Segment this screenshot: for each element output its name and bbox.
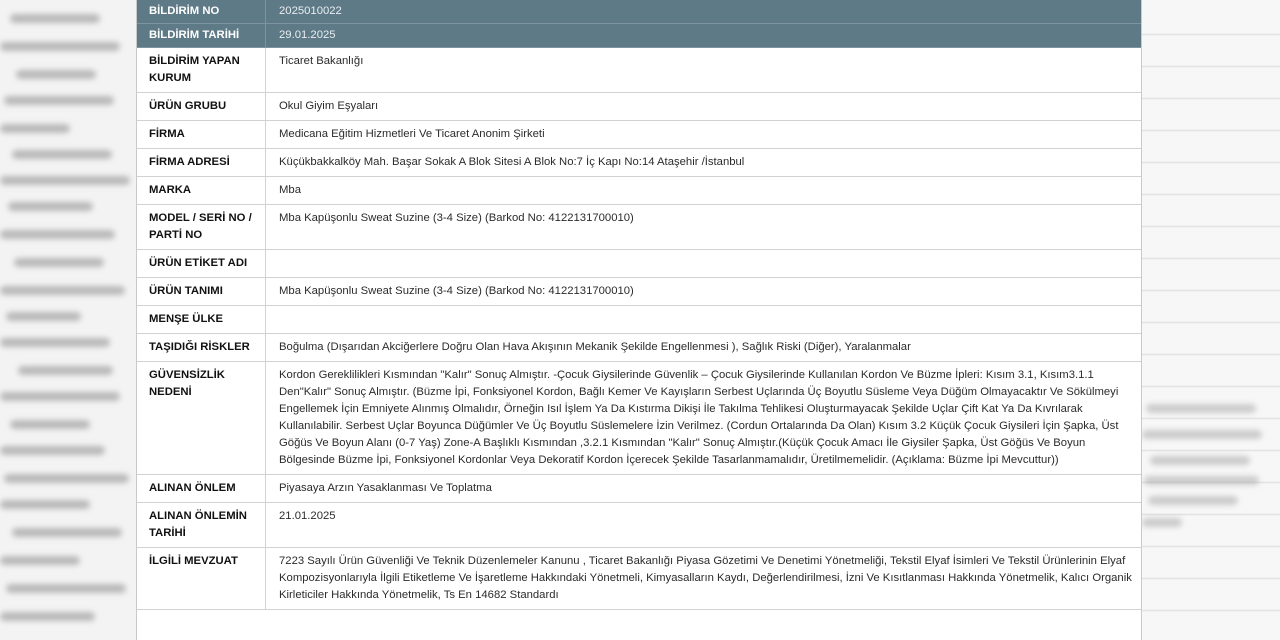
row-label: BİLDİRİM NO (137, 0, 266, 24)
blurred-text-line (1150, 456, 1250, 465)
blurred-divider (1142, 418, 1280, 419)
blurred-text-line (0, 124, 70, 133)
row-value (266, 250, 1143, 278)
blurred-divider (1142, 290, 1280, 291)
row-label: ÜRÜN ETİKET ADI (137, 250, 266, 278)
blurred-divider (1142, 610, 1280, 611)
blurred-text-line (1142, 430, 1262, 439)
row-value: Mba Kapüşonlu Sweat Suzine (3-4 Size) (Barkod No: 4122131700010) (266, 205, 1143, 250)
row-marka (137, 177, 1142, 205)
row-mense-ulke (137, 306, 1142, 334)
blurred-text-line (16, 70, 96, 79)
blurred-divider (1142, 194, 1280, 195)
row-bildirim-tarihi (137, 24, 1142, 48)
row-urun-tanimi (137, 278, 1142, 306)
blurred-panel (1142, 0, 1280, 640)
blurred-text-line (18, 366, 113, 375)
blurred-text-line (12, 150, 112, 159)
blurred-text-line (14, 258, 104, 267)
row-value: Boğulma (Dışarıdan Akciğerlere Doğru Olan Hava Akışının Mekanik Şekilde Engellenmesi ), Sağlık Riski (Diğer), Yaralanmalar (266, 334, 1143, 362)
blurred-divider (1142, 578, 1280, 579)
blurred-text-line (12, 528, 122, 537)
blurred-text-line (0, 176, 130, 185)
blurred-text-line (6, 584, 126, 593)
row-value (266, 306, 1143, 334)
blurred-text-line (1148, 496, 1238, 505)
row-value: Mba (266, 177, 1143, 205)
blurred-text-line (0, 612, 95, 621)
row-ilgili-mevzuat (137, 548, 1142, 610)
row-bildirim-yapan-kurum (137, 48, 1142, 93)
row-bildirim-no (137, 0, 1142, 24)
blurred-background-right (1142, 0, 1280, 640)
row-value: Ticaret Bakanlığı (266, 48, 1143, 93)
row-label: BİLDİRİM TARİHİ (137, 24, 266, 48)
row-alinan-onlemin-tarihi (137, 503, 1142, 548)
blurred-divider (1142, 450, 1280, 451)
blurred-text-line (4, 96, 114, 105)
blurred-text-line (0, 500, 90, 509)
row-model-seri-parti-no (137, 205, 1142, 250)
row-label: TAŞIDIĞI RİSKLER (137, 334, 266, 362)
blurred-divider (1142, 162, 1280, 163)
blurred-divider (1142, 386, 1280, 387)
row-guvensizlik-nedeni (137, 362, 1142, 475)
blurred-text-line (0, 556, 80, 565)
blurred-divider (1142, 130, 1280, 131)
row-value: Okul Giyim Eşyaları (266, 93, 1143, 121)
blurred-text-line (1144, 476, 1259, 485)
row-label: MENŞE ÜLKE (137, 306, 266, 334)
row-label: ÜRÜN GRUBU (137, 93, 266, 121)
blurred-text-line (0, 42, 120, 51)
blurred-text-line (0, 286, 125, 295)
row-urun-grubu (137, 93, 1142, 121)
row-urun-etiket-adi (137, 250, 1142, 278)
report-table (137, 0, 1142, 610)
blurred-divider (1142, 34, 1280, 35)
row-label: BİLDİRİM YAPAN KURUM (137, 48, 266, 93)
blurred-divider (1142, 258, 1280, 259)
row-firma-adresi (137, 149, 1142, 177)
blurred-divider (1142, 546, 1280, 547)
row-value: Küçükbakkalköy Mah. Başar Sokak A Blok Sitesi A Blok No:7 İç Kapı No:14 Ataşehir /İstanbul (266, 149, 1143, 177)
blurred-divider (1142, 98, 1280, 99)
row-value: 7223 Sayılı Ürün Güvenliği Ve Teknik Düzenlemeler Kanunu , Ticaret Bakanlığı Piyasa Gözetimi Ve Denetimi Yönetmeliği, Tekstil Elyaf İsimleri Ve Tekstil Ürünlerinin Elyaf Kompozisyonlarıyla İlgili Etiketleme Ve İşaretleme Hakkındaki Yönetmeli, Kimyasalların Kaydı, Değerlendirilmesi, İzni Ve Kısıtlanması Hakkında Yönetmelik, Kalıcı Organik Kirleticiler Hakkında Yönetmelik, Ts En 14682 Standardı (266, 548, 1143, 610)
blurred-divider (1142, 354, 1280, 355)
row-value: 21.01.2025 (266, 503, 1143, 548)
row-tasidigi-riskler (137, 334, 1142, 362)
row-alinan-onlem (137, 475, 1142, 503)
blurred-divider (1142, 226, 1280, 227)
blurred-text-line (6, 312, 81, 321)
blurred-text-line (8, 202, 93, 211)
blurred-text-line (0, 338, 110, 347)
blurred-text-line (0, 392, 120, 401)
row-value: 2025010022 (266, 0, 1143, 24)
blurred-text-line (10, 14, 100, 23)
row-firma (137, 121, 1142, 149)
row-label: FİRMA (137, 121, 266, 149)
row-value: Mba Kapüşonlu Sweat Suzine (3-4 Size) (Barkod No: 4122131700010) (266, 278, 1143, 306)
row-label: ALINAN ÖNLEMİN TARİHİ (137, 503, 266, 548)
row-label: ÜRÜN TANIMI (137, 278, 266, 306)
blurred-divider (1142, 322, 1280, 323)
blurred-text-line (10, 420, 90, 429)
notification-report (136, 0, 1142, 640)
row-label: MODEL / SERİ NO / PARTİ NO (137, 205, 266, 250)
row-label: MARKA (137, 177, 266, 205)
blurred-text-line (0, 230, 115, 239)
blurred-background-left (0, 0, 136, 640)
row-label: FİRMA ADRESİ (137, 149, 266, 177)
blurred-text-line (4, 474, 129, 483)
blurred-divider (1142, 66, 1280, 67)
blurred-divider (1142, 514, 1280, 515)
blurred-text-line (1146, 404, 1256, 413)
row-label: İLGİLİ MEVZUAT (137, 548, 266, 610)
row-label: GÜVENSİZLİK NEDENİ (137, 362, 266, 475)
blurred-text-line (0, 446, 105, 455)
row-value: Piyasaya Arzın Yasaklanması Ve Toplatma (266, 475, 1143, 503)
row-label: ALINAN ÖNLEM (137, 475, 266, 503)
row-value: 29.01.2025 (266, 24, 1143, 48)
row-value: Medicana Eğitim Hizmetleri Ve Ticaret Anonim Şirketi (266, 121, 1143, 149)
blurred-text-line (1142, 518, 1182, 527)
row-value: Kordon Gereklilikleri Kısmından "Kalır" Sonuç Almıştır. -Çocuk Giysilerinde Güvenlik – Çocuk Giysilerinde Kullanılan Kordon Ve Büzme İpleri: Kısım 3.1, Kısım3.1.1 Den"Kalır" Sonuç Almıştır. (Büzme İpi, Fonksiyonel Kordon, Bağlı Kemer Ve Kayışların Serbest Uçlarında Üç Boyutlu Süsleme Veya Düğüm Olmayacaktır Ve Sökülmeyi Engellemek İçin Emniyete Alınmış Olmalıdır, Örneğin Isıl İşlem Ya Da Kıstırma Dikişi İle Takılma Tehlikesi Oluşturmayacak Şekilde Uçlar Çift Kat Ya Da Kıvrılarak Kullanılabilir. Serbest Uçlar Boyunca Düğümler Ve Üç Boyutlu Süslemelere İzin Verilmez. (Cordun Ortalarında Da Olan) Kısım 3.2 Küçük Çocuk Giysileri İçin Şapka, Üst Göğüs Ve Boyun Alanı (0-7 Yaş) Zone-A Başlıklı Kısmından ,3.2.1 Kısmından "Kalır" Sonuç Almıştır.(Küçük Çocuk Amacı İle Giysiler Şapka, Üst Göğüs Ve Boyun Bölgesinde Büzme İpi, Fonksiyonel Kordonlar Veya Dekoratif Kordon İçerecek Şekilde Tasarlanmamalıdır, Üretilmemelidir. (Açıklama: Büzme İpi Mevcuttur)) (266, 362, 1143, 475)
